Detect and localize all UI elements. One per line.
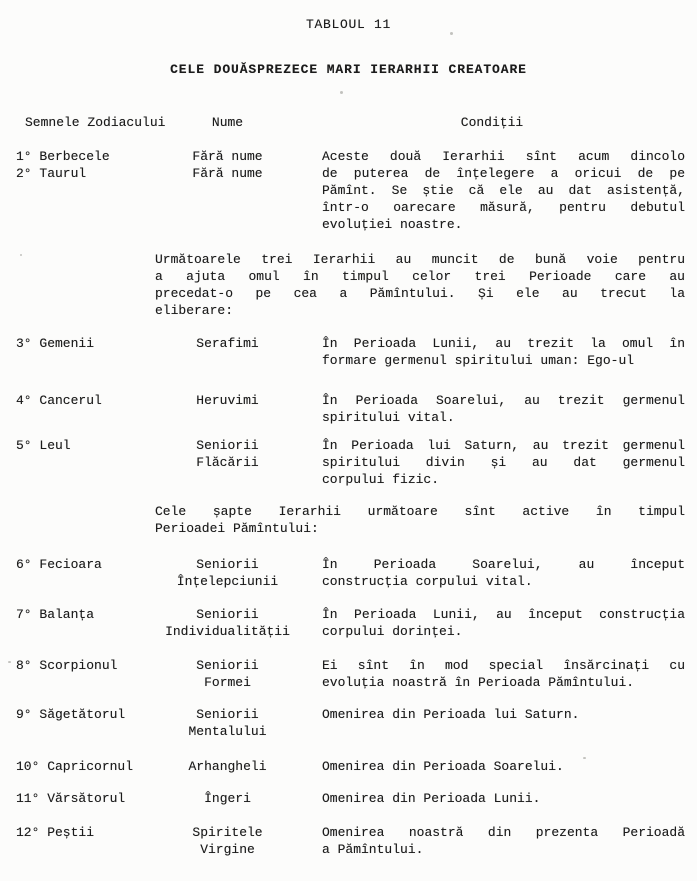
hierarchy-name: Fără nume [192, 149, 263, 164]
hierarchy-name: Heruvimi [196, 393, 259, 408]
condition-text: Omenirea din Perioada Soarelui. [322, 759, 564, 774]
paragraph-seven-hierarchies: Cele șapte Ierarhii următoare sînt active în timpul Perioadei Pămîntului: [155, 504, 685, 536]
zodiac-sign: 1° Berbecele [16, 149, 110, 164]
condition-text: În Perioada Soarelui, au început construcția corpului vital. [322, 557, 685, 589]
zodiac-sign: 3° Gemenii [16, 336, 95, 351]
zodiac-sign: 10° Capricornul [16, 759, 134, 774]
zodiac-sign: 12° Peștii [16, 825, 95, 840]
zodiac-sign: 6° Fecioara [16, 557, 102, 572]
scan-speck [450, 32, 453, 35]
condition-text: În Perioada Lunii, au început construcția corpului dorinței. [322, 607, 685, 639]
paragraph-three-hierarchies: Următoarele trei Ierarhii au muncit de bună voie pentru a ajuta omul în timpul celor trei Perioade care au precedat-o pe cea a Pămîntului. Și ele au trecut la eliberare: [155, 252, 685, 318]
column-header-conditions: Condiții [460, 115, 524, 130]
column-header-name: Nume [211, 115, 244, 130]
zodiac-sign: 11° Vărsătorul [16, 791, 126, 806]
zodiac-sign: 7° Balanța [16, 607, 95, 622]
condition-rows-1-2: Aceste două Ierarhii sînt acum dincolo de puterea de înțelegere a oricui de pe Pămînt. Se știe că ele au dat asistență, într-o oarecare măsură, pentru debutul evoluției noastre. [322, 149, 685, 232]
hierarchy-name: Seniorii Formei [196, 658, 259, 690]
page-title: TABLOUL 11 [305, 17, 391, 32]
hierarchy-name: Seniorii Mentalului [188, 707, 267, 739]
hierarchy-name: Spiritele Virgine [192, 825, 263, 857]
scan-speck [583, 757, 586, 759]
condition-text: În Perioada lui Saturn, au trezit germenul spiritului divin și au dat germenul corpului fizic. [322, 438, 685, 487]
condition-text: În Perioada Lunii, au trezit la omul în formare germenul spiritului uman: Ego-ul [322, 336, 685, 368]
zodiac-sign: 4° Cancerul [16, 393, 102, 408]
zodiac-sign: 5° Leul [16, 438, 71, 453]
hierarchy-name: Serafimi [196, 336, 259, 351]
hierarchy-name: Arhangheli [188, 759, 267, 774]
scan-speck [20, 254, 22, 256]
hierarchy-name: Îngeri [204, 791, 251, 806]
hierarchy-name: Seniorii Înțelepciunii [176, 557, 279, 589]
condition-text: Omenirea din Perioada lui Saturn. [322, 707, 580, 722]
zodiac-sign: 8° Scorpionul [16, 658, 118, 673]
zodiac-sign: 9° Săgetătorul [16, 707, 126, 722]
table-heading: CELE DOUĂSPREZECE MARI IERARHII CREATOARE [170, 62, 527, 77]
condition-text: Omenirea noastră din prezenta Perioadă a Pămîntului. [322, 825, 685, 857]
column-header-zodiac: Semnele Zodiacului [25, 115, 166, 130]
condition-text: Ei sînt în mod special însărcinați cu evoluția noastră în Perioada Pămîntului. [322, 658, 685, 690]
scan-speck [8, 661, 11, 663]
scan-speck [340, 91, 343, 94]
hierarchy-name: Seniorii Flăcării [196, 438, 259, 470]
hierarchy-name: Seniorii Individualității [165, 607, 290, 639]
condition-text: În Perioada Soarelui, au trezit germenul spiritului vital. [322, 393, 685, 425]
condition-text: Omenirea din Perioada Lunii. [322, 791, 541, 806]
hierarchy-name: Fără nume [192, 166, 263, 181]
zodiac-sign: 2° Taurul [16, 166, 87, 181]
